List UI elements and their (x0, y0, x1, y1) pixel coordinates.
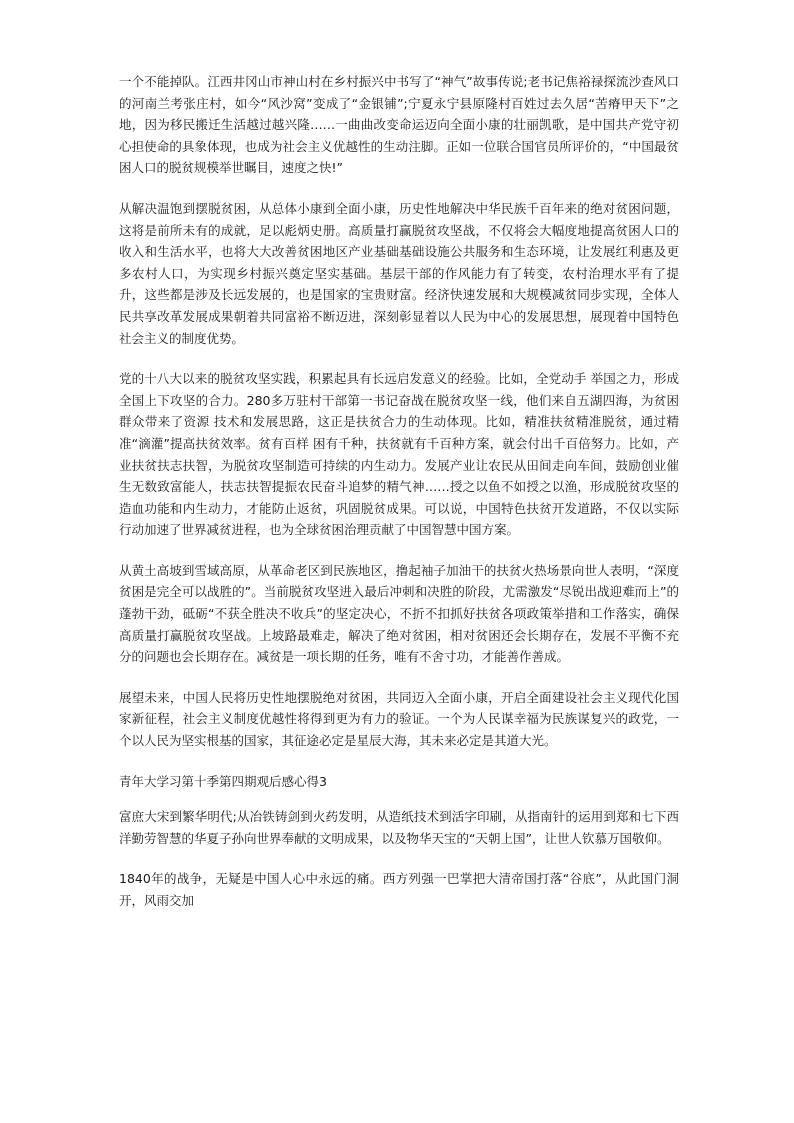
paragraph-6: 富庶大宋到繁华明代;从冶铁铸剑到火药发明，从造纸技术到活字印刷，从指南针的运用到郑和七下西洋勤劳智慧的华夏子孙向世界奉献的文明成果，以及物华天宝的“天朝上国”，让世人钦慕万国敬仰。 (119, 809, 679, 846)
paragraph-4: 从黄土高坡到雪域高原，从革命老区到民族地区，撸起袖子加油干的扶贫火热场景向世人表明，“深度贫困是完全可以战胜的”。当前脱贫攻坚进入最后冲刺和决胜的阶段，尤需激发“尽锐出战迎难而上”的蓬勃干劲，砥砺“不获全胜决不收兵”的坚定决心，不折不扣抓好扶贫各项政策举措和工作落实，确保高质量打赢脱贫攻坚战。上坡路最难走，解决了绝对贫困，相对贫困还会长期存在，发展不平衡不充分的问题也会长期存在。减贫是一项长期的任务，唯有不舍寸功，才能善作善成。 (119, 562, 679, 665)
paragraph-3: 党的十八大以来的脱贫攻坚实践，积累起具有长远启发意义的经验。比如，全党动手 举国之力，形成全国上下攻坚的合力。280多万驻村干部第一书记奋战在脱贫攻坚一线，他们来自五湖四海，为贫困群众带来了资源 技术和发展思路，这正是扶贫合力的生动体现。比如，精准扶贫精准脱贫，通过精准“滴灌”提高扶贫效率。贫有百样 困有千种，扶贫就有千百种方案，就会付出千百倍努力。比如，产业扶贫扶志扶智，为脱贫攻坚制造可持续的内生动力。发展产业让农民从田间走向车间，鼓励创业催生无数致富能人，扶志扶智提振农民奋斗追梦的精气神……授之以鱼不如授之以渔，形成脱贫攻坚的造血功能和内生动力，才能防止返贫，巩固脱贫成果。可以说，中国特色扶贫开发道路，不仅以实际行动加速了世界减贫进程，也为全球贫困治理贡献了中国智慧中国方案。 (119, 371, 679, 538)
paragraph-2: 从解决温饱到摆脱贫困，从总体小康到全面小康，历史性地解决中华民族千百年来的绝对贫困问题，这将是前所未有的成就，足以彪炳史册。高质量打赢脱贫攻坚战，不仅将会大幅度地提高贫困人口的收入和生活水平，也将大大改善贫困地区产业基础基础设施公共服务和生态环境，让发展红利惠及更多农村人口，为实现乡村振兴奠定坚实基础。基层干部的作风能力有了转变，农村治理水平有了提升，这些都是涉及长远发展的，也是国家的宝贵财富。经济快速发展和大规模减贫同步实现，全体人民共享改革发展成果朝着共同富裕不断迈进，深刻彰显着以人民为中心的发展思想，展现着中国特色社会主义的制度优势。 (119, 200, 679, 346)
paragraph-5: 展望未来，中国人民将历史性地摆脱绝对贫困，共同迈入全面小康，开启全面建设社会主义现代化国家新征程，社会主义制度优越性将得到更为有力的验证。一个为人民谋幸福为民族谋复兴的政党，一个以人民为坚实根基的国家，其征途必定是星辰大海，其未来必定是其道大光。 (119, 689, 679, 749)
paragraph-7: 1840年的战争，无疑是中国人心中永远的痛。西方列强一巴掌把大清帝国打落“谷底”，从此国门洞开，风雨交加 (119, 871, 679, 908)
paragraph-1: 一个不能掉队。江西井冈山市神山村在乡村振兴中书写了“神气”故事传说;老书记焦裕禄探流沙查风口的河南兰考张庄村，如今“风沙窝”变成了“金银铺”;宁夏永宁县原隆村百姓过去久居“苦瘠甲天下”之地，因为移民搬迁生活越过越兴隆……一曲曲改变命运迈向全面小康的壮丽凯歌，是中国共产党守初心担使命的具象体现，也成为社会主义优越性的生动注脚。正如一位联合国官员所评价的，“中国最贫困人口的脱贫规模举世瞩目，速度之快!” (119, 74, 679, 176)
section-heading: 青年大学习第十季第四期观后感心得3 (119, 773, 327, 789)
document-body (119, 71, 679, 931)
